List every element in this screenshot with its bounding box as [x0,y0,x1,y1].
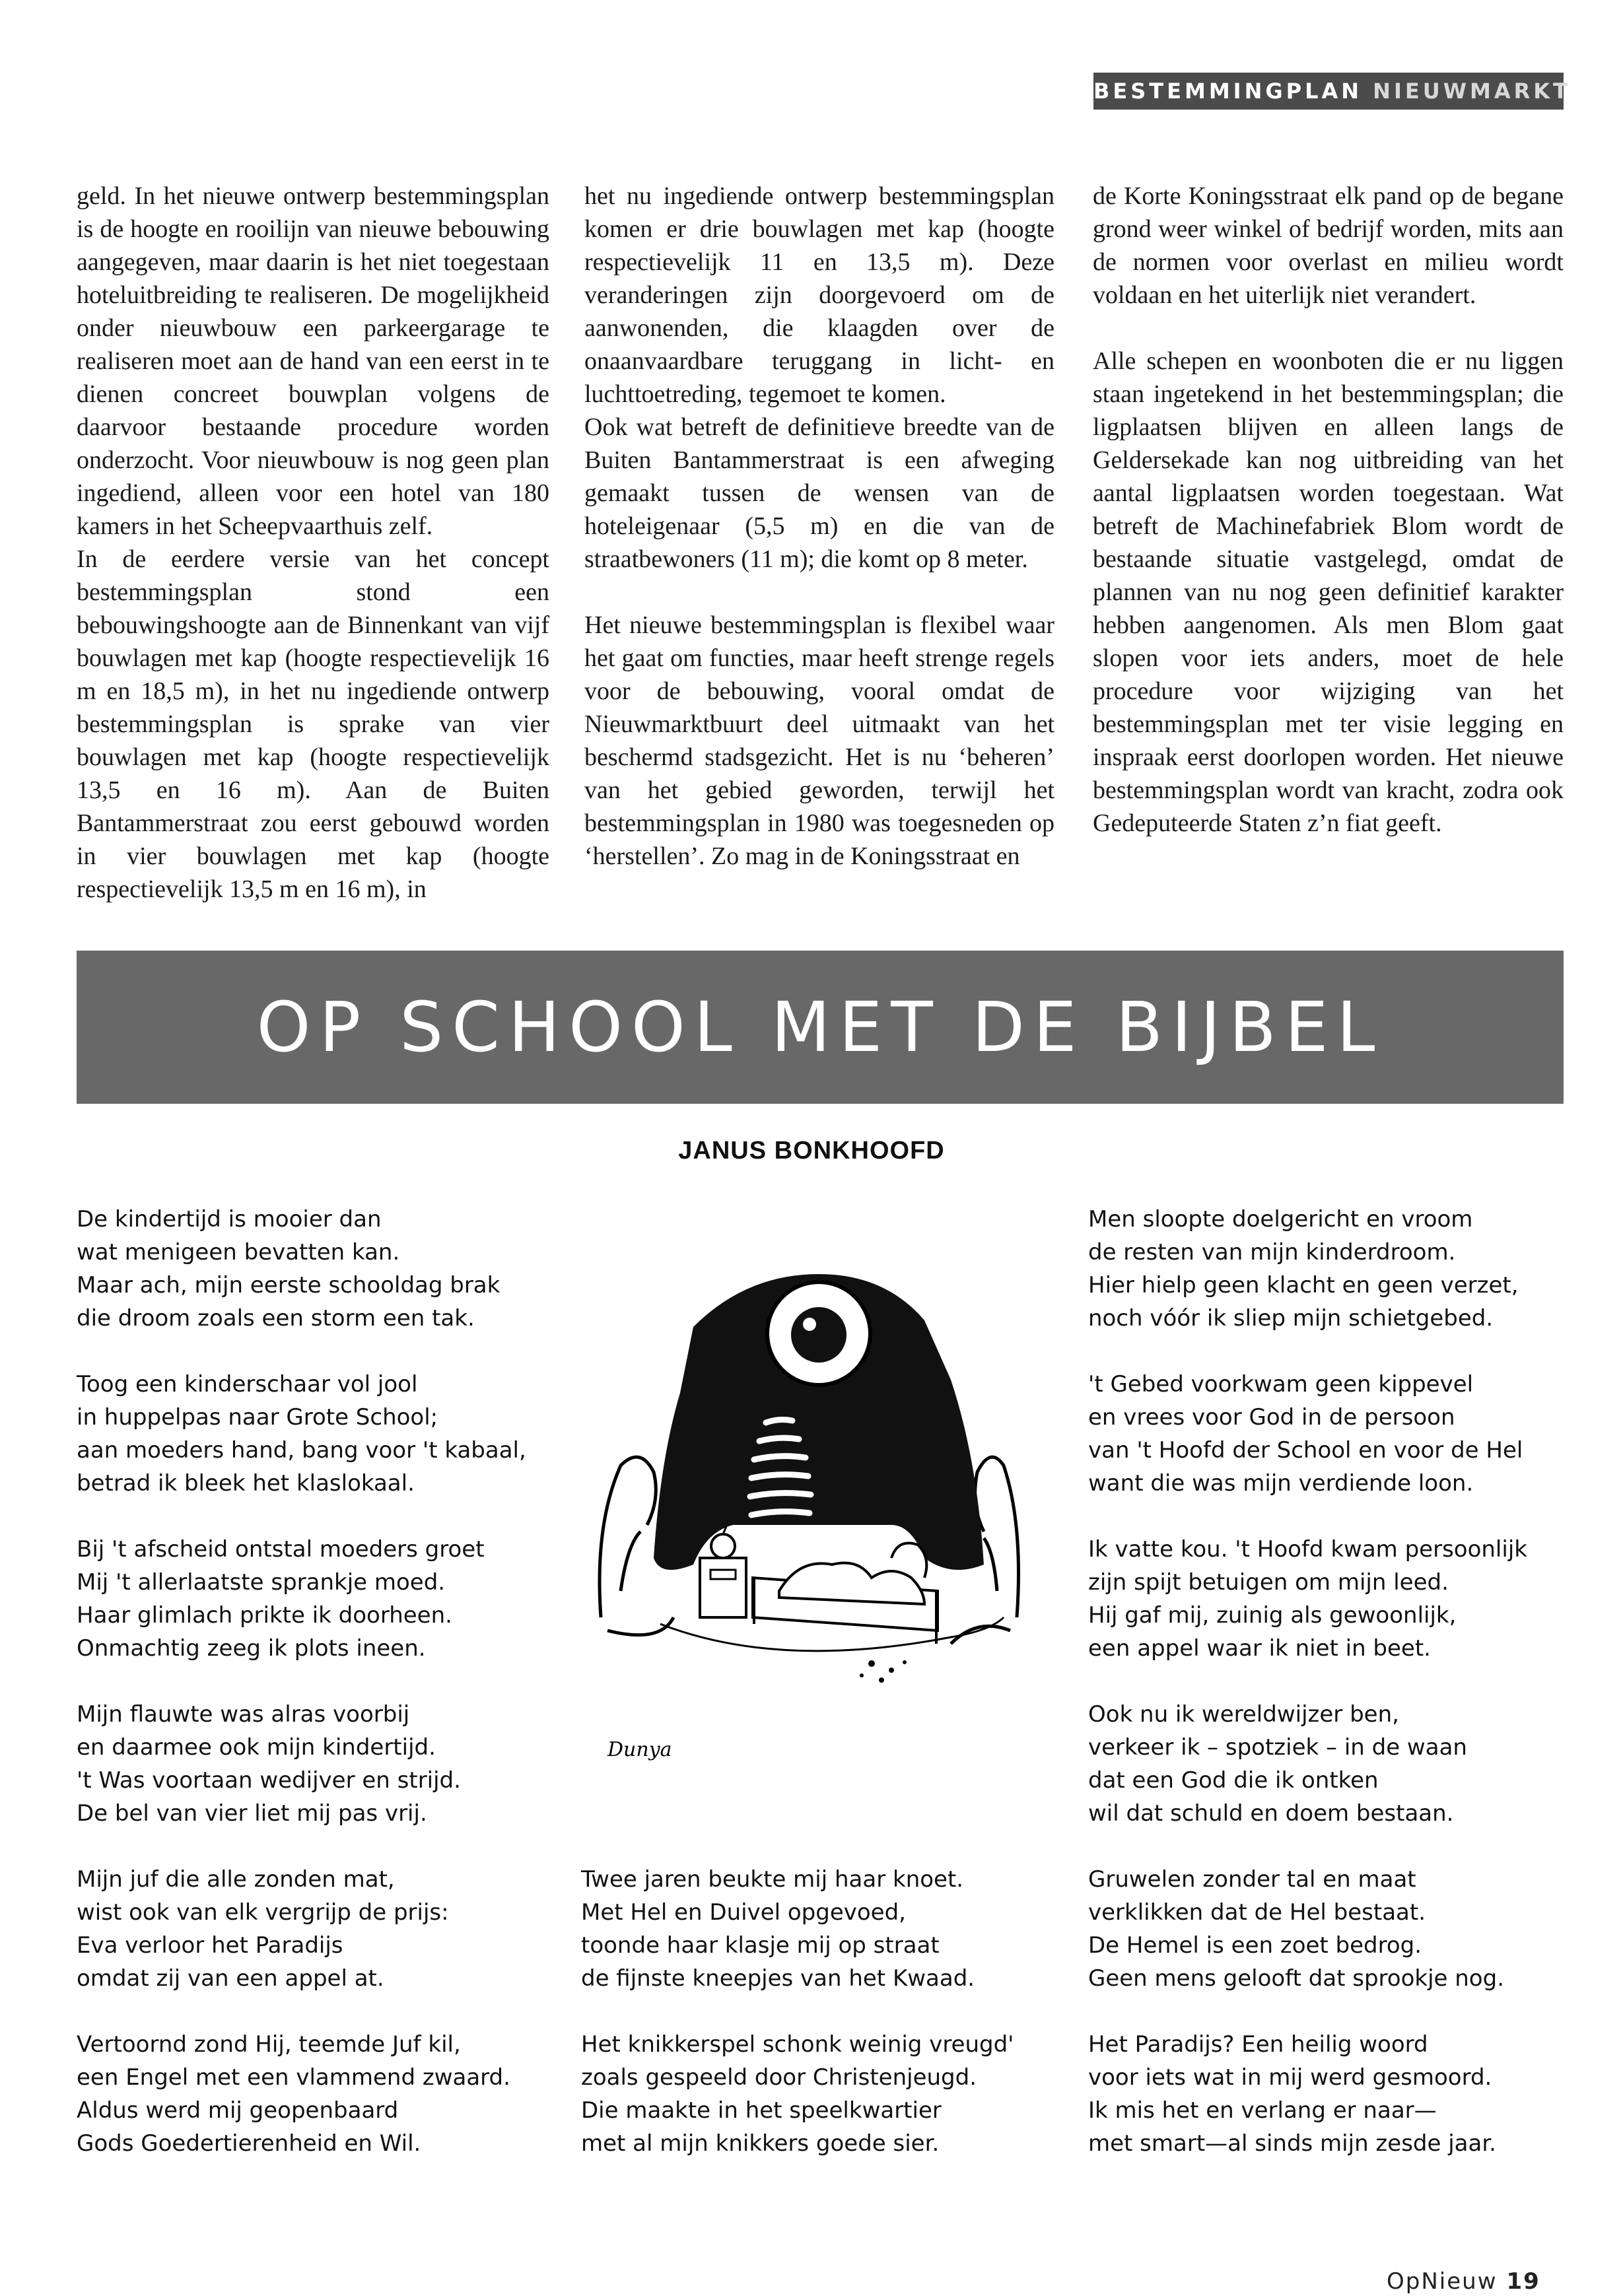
poem-line: De kindertijd is mooier dan [77,1206,382,1232]
section-header [1093,73,1571,110]
poem-stanza [77,1368,526,1500]
poem-line: die droom zoals een storm een tak. [77,1305,475,1332]
poem-line: Het knikkerspel schonk weinig vreugd' [581,2031,1014,2058]
poem-line: van 't Hoofd der School en voor de Hel [1088,1437,1523,1464]
poem-line: een Engel met een vlammend zwaard. [77,2064,510,2091]
poem-column-left [77,1203,526,2193]
poem-line: Bij 't afscheid ontstal moeders groet [77,1536,485,1563]
poem-line: Twee jaren beukte mij haar knoet. [581,1866,964,1893]
article-column-2 [584,180,1054,873]
poem-line: in huppelpas naar Grote School; [77,1404,438,1431]
poem-line: Het Paradijs? Een heilig woord [1088,2031,1428,2058]
poem-line: Die maakte in het speelkwartier [581,2097,942,2124]
poem-line: Men sloopte doelgericht en vroom [1088,1206,1473,1232]
article-paragraph: Alle schepen en woonboten die er nu liggen staan ingetekend in het bestemmingsplan; die ligplaatsen blijven en alleen langs de Geldersekade kan nog uitbreiding van het aantal ligplaatsen worden toegestaan. Wat betreft de Machinefabriek Blom wordt de bestaande situatie vastgelegd, omdat de plannen van nu nog geen definitief karakter hebben aangenomen. Als men Blom gaat slopen voor iets anders, moet de hele procedure voor wijziging van het bestemmingsplan met ter visie legging en inspraak eerst doorlopen worden. Het nieuwe bestemmingsplan wordt van kracht, zodra ook Gedeputeerde Staten z’n fiat geeft. [1093,347,1564,837]
poem-title-banner [77,951,1564,1104]
article-paragraph: In de eerdere versie van het concept bestemmingsplan stond een bebouwingshoogte aan de Binnenkant van vijf bouwlagen met kap (hoogte respectievelijk 16 m en 18,5 m), in het nu ingediende ontwerp bestemmingsplan is sprake van vier bouwlagen met kap (hoogte respectievelijk 13,5 en 16 m). Aan de Buiten Bantammerstraat zou eerst gebouwd worden in vier bouwlagen met kap (hoogte respectievelijk 13,5 m en 16 m), in [77,545,549,903]
poem-stanza [581,1863,1014,1995]
poem-line: Haar glimlach prikte ik doorheen. [77,1602,452,1629]
poem-stanza [77,1698,526,1830]
eye-pupil [791,1307,846,1363]
poem-line: Maar ach, mijn eerste schooldag brak [77,1272,501,1299]
poem-line: Eva verloor het Paradijs [77,1932,343,1959]
poem-line: zoals gespeeld door Christenjeugd. [581,2064,977,2091]
poem-column-right [1088,1203,1527,2193]
apple-icon [711,1534,735,1558]
section-subtitle: NIEUWMARKT [1373,79,1571,104]
cartoon-illustration [581,1248,1043,1789]
magazine-name: OpNieuw [1387,2268,1498,2295]
poem-line: de fijnste kneepjes van het Kwaad. [581,1965,975,1992]
poem-line: wil dat schuld en doem bestaan. [1088,1800,1454,1827]
poem-line: met al mijn knikkers goede sier. [581,2130,940,2157]
bedside-table [700,1558,746,1617]
poem-line: Ook nu ik wereldwijzer ben, [1088,1701,1399,1728]
poem-line: Hij gaf mij, zuinig als gewoonlijk, [1088,1602,1457,1629]
poem-line: Aldus werd mij geopenbaard [77,2097,399,2124]
poem-line: voor iets wat in mij werd gesmoord. [1088,2064,1492,2091]
article-column-3 [1093,180,1564,840]
article-paragraph: het nu ingediende ontwerp bestemmingsplan komen er drie bouwlagen met kap (hoogte respectievelijk 11 en 13,5 m). Deze veranderingen zijn doorgevoerd om de aanwonenden, die klaagden over de onaanvaardbare teruggang in licht- en luchttoetreding, tegemoet te komen. [584,182,1054,408]
poem-line: Gruwelen zonder tal en maat [1088,1866,1416,1893]
poem-title: OP SCHOOL MET DE BIJBEL [256,987,1384,1067]
poem-column-middle [581,1863,1014,2193]
poem-line: zijn spijt betuigen om mijn leed. [1088,1569,1449,1596]
eye-highlight [803,1318,816,1331]
poem-line: Mijn flauwte was alras voorbij [77,1701,410,1728]
poem-line: en daarmee ook mijn kindertijd. [77,1734,436,1761]
poem-author: JANUS BONKHOOFD [678,1137,945,1165]
page-number: 19 [1506,2268,1540,2295]
poem-stanza [1088,1698,1527,1830]
marbles [860,1660,907,1683]
article-paragraph: de Korte Koningsstraat elk pand op de begane grond weer winkel of bedrijf worden, mits aan de normen voor overlast en milieu wordt voldaan en het uiterlijk niet verandert. [1093,182,1564,309]
poem-line: Mijn juf die alle zonden mat, [77,1866,395,1893]
poem-stanza [581,2028,1014,2160]
poem-line: 't Was voortaan wedijver en strijd. [77,1767,461,1794]
poem-line: De Hemel is een zoet bedrog. [1088,1932,1422,1959]
poem-line: Onmachtig zeeg ik plots ineen. [77,1635,426,1662]
poem-line: aan moeders hand, bang voor 't kabaal, [77,1437,526,1464]
article-paragraph: Het nieuwe bestemmingsplan is flexibel waar het gaat om functies, maar heeft strenge regels voor de bebouwing, vooral omdat de Nieuwmarktbuurt deel uitmaakt van het beschermd stadsgezicht. Het is nu ‘beheren’ van het gebied geworden, terwijl het bestemmingsplan in 1980 was toegesneden op ‘herstellen’. Zo mag in de Koningsstraat en [584,611,1054,870]
poem-line: dat een God die ik ontken [1088,1767,1379,1794]
poem-line: Ik mis het en verlang er naar— [1088,2097,1437,2124]
poem-line: 't Gebed voorkwam geen kippevel [1088,1371,1474,1398]
poem-stanza [77,1203,526,1335]
poem-line: verkeer ik – spotziek – in de waan [1088,1734,1467,1761]
poem-line: wat menigeen bevatten kan. [77,1239,400,1266]
poem-line: Gods Goedertierenheid en Wil. [77,2130,421,2157]
poem-line: en vrees voor God in de persoon [1088,1404,1455,1431]
poem-line: toonde haar klasje mij op straat [581,1932,940,1959]
poem-stanza [1088,1863,1527,1995]
poem-line: Mij 't allerlaatste sprankje moed. [77,1569,446,1596]
poem-line: de resten van mijn kinderdroom. [1088,1239,1456,1266]
sleeping-child [779,1563,924,1605]
section-title: BESTEMMINGPLAN [1093,79,1363,104]
poem-stanza [1088,1203,1527,1335]
poem-line: verklikken dat de Hel bestaat. [1088,1899,1426,1926]
article-column-1 [77,180,549,906]
poem-line: een appel waar ik niet in beet. [1088,1635,1431,1662]
table-drawer [710,1570,736,1579]
poem-stanza [77,1863,526,1995]
poem-stanza [1088,2028,1527,2160]
poem-stanza [77,2028,526,2160]
poem-line: Hier hielp geen klacht en geen verzet, [1088,1272,1519,1299]
poem-line: Toog een kinderschaar vol jool [77,1371,418,1398]
poem-line: omdat zij van een appel at. [77,1965,384,1992]
poem-line: De bel van vier liet mij pas vrij. [77,1800,427,1827]
poem-line: met smart—al sinds mijn zesde jaar. [1088,2130,1496,2157]
poem-line: Ik vatte kou. 't Hoofd kwam persoonlijk [1088,1536,1527,1563]
article-paragraph: geld. In het nieuwe ontwerp bestemmingsplan is de hoogte en rooilijn van nieuwe bebouwing aangegeven, maar daarin is het niet toegestaan hoteluitbreiding te realiseren. De mogelijkheid onder nieuwbouw een parkeergarage te realiseren moet aan de hand van een eerst in te dienen concreet bouwplan volgens de daarvoor bestaande procedure worden onderzocht. Voor nieuwbouw is nog geen plan ingediend, alleen voor een hotel van 180 kamers in het Scheepvaarthuis zelf. [77,182,549,540]
poem-stanza [1088,1368,1527,1500]
page-footer [1387,2268,1540,2295]
poem-line: betrad ik bleek het klaslokaal. [77,1470,415,1497]
artist-signature: Dunya [607,1738,672,1761]
poem-stanza [1088,1533,1527,1665]
poem-line: Vertoornd zond Hij, teemde Juf kil, [77,2031,461,2058]
poem-line: Geen mens gelooft dat sprookje nog. [1088,1965,1504,1992]
poem-line: want die was mijn verdiende loon. [1088,1470,1474,1497]
poem-line: Met Hel en Duivel opgevoed, [581,1899,906,1926]
poem-line: noch vóór ik sliep mijn schietgebed. [1088,1305,1494,1332]
poem-line: wist ook van elk vergrijp de prijs: [77,1899,449,1926]
poem-stanza [77,1533,526,1665]
article-paragraph: Ook wat betreft de definitieve breedte van de Buiten Bantammerstraat is een afweging gemaakt tussen de wensen van de hoteleigenaar (5,5 m) en die van de straatbewoners (11 m); die komt op 8 meter. [584,413,1054,573]
